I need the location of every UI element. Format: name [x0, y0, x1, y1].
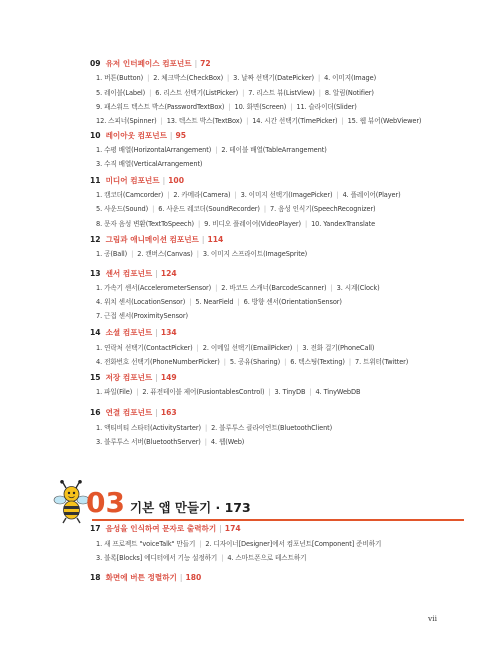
- toc-entry: 3. 이미지 스프라이트(ImageSprite): [202, 250, 308, 258]
- separator: |: [290, 103, 293, 111]
- toc-entry: 12. 스피너(Spinner): [96, 117, 157, 125]
- toc-entry: 2. 이메일 선택기(EmailPicker): [202, 344, 293, 352]
- toc-entry: 6. 텍스팅(Texting): [290, 358, 345, 366]
- section-title: 레이아웃 컴포넌트: [105, 131, 167, 140]
- toc-entry-row: [96, 552, 306, 562]
- toc-entry: 3. 전화 걸기(PhoneCall): [302, 344, 375, 352]
- separator: |: [198, 220, 201, 228]
- separator: |: [194, 59, 198, 68]
- section-number: 15: [90, 373, 101, 382]
- toc-entry-row: [96, 538, 381, 548]
- toc-entry: 9. 비디오 플레이어(VideoPlayer): [204, 220, 301, 228]
- separator: |: [155, 373, 158, 382]
- section-page: 149: [160, 373, 177, 382]
- separator: |: [237, 298, 240, 306]
- separator: |: [196, 250, 199, 258]
- toc-entry-row: [96, 218, 375, 228]
- toc-entry: 10. YandexTranslate: [311, 220, 376, 228]
- section-number: 17: [90, 524, 101, 533]
- separator: |: [309, 388, 312, 396]
- section-title: 음성을 인식하여 문자로 출력하기: [105, 524, 217, 533]
- section-number: 16: [90, 408, 101, 417]
- separator: |: [196, 344, 199, 352]
- toc-entry: 10. 화면(Screen): [234, 103, 287, 111]
- toc-entry: 4. TinyWebDB: [315, 388, 361, 396]
- toc-entry: 4. 스마트폰으로 테스트하기: [227, 554, 307, 562]
- separator: |: [318, 89, 321, 97]
- separator: |: [155, 408, 158, 417]
- toc-entry: 7. 근접 센서(ProximitySensor): [96, 312, 188, 320]
- separator: |: [227, 74, 230, 82]
- toc-entry: 5. 레이블(Label): [96, 89, 146, 97]
- toc-entry: 11. 슬라이더(Slider): [296, 103, 357, 111]
- toc-entry-row: [96, 87, 374, 97]
- separator: |: [336, 191, 339, 199]
- toc-entry-row: [96, 158, 202, 168]
- toc-entry: 2. 퓨전테이블 제어(FusiontablesControl): [142, 388, 265, 396]
- separator: |: [204, 438, 207, 446]
- toc-entry-row: [96, 72, 376, 82]
- section-page: 95: [175, 131, 187, 140]
- toc-entry: 1. 가속기 센서(AccelerometerSensor): [96, 284, 212, 292]
- section-title: 그림과 애니메이션 컴포넌트: [105, 235, 199, 244]
- section-page: 72: [200, 59, 211, 68]
- section-number: 12: [90, 235, 101, 244]
- separator: |: [223, 358, 226, 366]
- toc-entry: 1. 파일(File): [96, 388, 133, 396]
- toc-entry-row: [96, 310, 188, 320]
- separator: |: [131, 250, 134, 258]
- section-number: 18: [90, 573, 101, 582]
- separator: |: [189, 298, 192, 306]
- section-heading: [90, 234, 223, 245]
- chapter-underline: [92, 519, 464, 521]
- toc-entry-row: [96, 282, 380, 292]
- separator: |: [296, 344, 299, 352]
- toc-entry: 6. 사운드 레코더(SoundRecorder): [158, 205, 260, 213]
- section-title: 연결 컴포넌트: [105, 408, 153, 417]
- chapter-number: 03: [86, 486, 125, 519]
- separator: |: [136, 388, 139, 396]
- separator: |: [199, 540, 202, 548]
- separator: |: [215, 284, 218, 292]
- section-page: 180: [185, 573, 202, 582]
- separator: |: [160, 117, 163, 125]
- section-heading: [90, 372, 177, 383]
- section-title: 화면에 버튼 정렬하기: [105, 573, 177, 582]
- toc-entry: 3. TinyDB: [274, 388, 306, 396]
- separator: |: [167, 191, 170, 199]
- separator: |: [268, 388, 271, 396]
- separator: |: [147, 74, 150, 82]
- separator: |: [152, 205, 155, 213]
- toc-entry: 7. 트위터(Twitter): [355, 358, 409, 366]
- separator: |: [341, 117, 344, 125]
- toc-entry: 14. 시간 선택기(TimePicker): [252, 117, 338, 125]
- section-number: 14: [90, 328, 101, 337]
- toc-entry-row: [96, 356, 408, 366]
- toc-entry: 15. 웹 뷰어(WebViewer): [347, 117, 422, 125]
- separator: |: [155, 269, 158, 278]
- toc-entry: 5. NearField: [195, 298, 234, 306]
- toc-entry: 3. 수직 배열(VerticalArrangement): [96, 160, 203, 168]
- separator: |: [215, 146, 218, 154]
- separator: |: [317, 74, 321, 82]
- section-title: 센서 컴포넌트: [105, 269, 153, 278]
- toc-entry: 4. 플레이어(Player): [342, 191, 401, 199]
- section-title: 소셜 컴포넌트: [105, 328, 153, 337]
- section-number: 11: [90, 176, 101, 185]
- separator: |: [169, 131, 173, 140]
- section-heading: [90, 407, 177, 418]
- toc-entry: 1. 공(Ball): [96, 250, 128, 258]
- section-page: 163: [160, 408, 177, 417]
- toc-entry: 4. 이미지(Image): [324, 74, 377, 82]
- toc-entry-row: [96, 101, 357, 111]
- section-number: 13: [90, 269, 101, 278]
- section-heading: [90, 58, 211, 69]
- toc-entry: 2. 테이블 배열(TableArrangement): [221, 146, 327, 154]
- toc-entry: 2. 체크박스(CheckBox): [153, 74, 224, 82]
- toc-entry-row: [96, 422, 332, 432]
- section-heading: [90, 572, 201, 583]
- separator: |: [246, 117, 249, 125]
- toc-entry: 1. 새 프로젝트 "voiceTalk" 만들기: [96, 540, 196, 548]
- toc-entry: 3. 날짜 선택기(DatePicker): [233, 74, 314, 82]
- toc-entry-row: [96, 115, 421, 125]
- toc-entry-row: [96, 189, 401, 199]
- section-title: 저장 컴포넌트: [105, 373, 153, 382]
- separator: |: [155, 328, 158, 337]
- chapter-banner: [52, 480, 412, 530]
- toc-entry: 3. 시계(Clock): [336, 284, 380, 292]
- toc-entry: 1. 액티비티 스타터(ActivityStarter): [96, 424, 201, 432]
- section-page: 124: [160, 269, 177, 278]
- toc-entry: 3. 블루투스 서버(BluetoothServer): [96, 438, 201, 446]
- toc-entry: 9. 패스워드 텍스트 박스(PasswordTextBox): [96, 103, 225, 111]
- section-page: 134: [160, 328, 177, 337]
- section-heading: [90, 130, 186, 141]
- page-number: vii: [428, 614, 438, 623]
- toc-entry: 3. 이미지 선택기(ImagePicker): [240, 191, 333, 199]
- separator: |: [219, 524, 222, 533]
- toc-entry: 6. 방향 센서(OrientationSensor): [243, 298, 342, 306]
- section-title: 미디어 컴포넌트: [105, 176, 160, 185]
- section-title: 유저 인터페이스 컴포넌트: [105, 59, 192, 68]
- toc-entry: 2. 블루투스 클라이언트(BluetoothClient): [211, 424, 333, 432]
- toc-entry: 5. 사운드(Sound): [96, 205, 149, 213]
- separator: |: [263, 205, 267, 213]
- toc-entry: 2. 바코드 스캐너(BarcodeScanner): [221, 284, 327, 292]
- separator: |: [201, 235, 205, 244]
- toc-entry: 8. 문자 음성 변환(TextToSpeech): [96, 220, 195, 228]
- toc-entry: 4. 위치 센서(LocationSensor): [96, 298, 186, 306]
- toc-entry: 4. 웹(Web): [210, 438, 245, 446]
- separator: |: [304, 220, 308, 228]
- separator: |: [284, 358, 287, 366]
- toc-entry-row: [96, 342, 374, 352]
- toc-entry-row: [96, 144, 327, 154]
- chapter-title: 기본 앱 만들기 · 173: [130, 500, 251, 515]
- separator: |: [221, 554, 224, 562]
- separator: |: [149, 89, 152, 97]
- section-number: 09: [90, 59, 101, 68]
- separator: |: [179, 573, 183, 582]
- toc-entry: 2. 디자이너[Designer]에서 컴포넌트[Component] 준비하기: [205, 540, 382, 548]
- separator: |: [228, 103, 231, 111]
- toc-entry-row: [96, 248, 307, 258]
- toc-entry: 1. 캠코더(Camcorder): [96, 191, 164, 199]
- section-page: 114: [207, 235, 224, 244]
- section-heading: [90, 268, 177, 279]
- toc-entry: 4. 전화번호 선택기(PhoneNumberPicker): [96, 358, 220, 366]
- section-page: 174: [224, 524, 241, 533]
- toc-entry: 1. 수평 배열(HorizontalArrangement): [96, 146, 212, 154]
- separator: |: [242, 89, 245, 97]
- toc-entry: 7. 음성 인식기(SpeechRecognizer): [270, 205, 376, 213]
- toc-entry: 6. 리스트 선택기(ListPicker): [155, 89, 239, 97]
- toc-entry: 7. 리스트 뷰(ListView): [248, 89, 315, 97]
- separator: |: [204, 424, 208, 432]
- toc-entry: 2. 카메라(Camera): [173, 191, 231, 199]
- toc-entry-row: [96, 296, 342, 306]
- toc-entry-row: [96, 436, 244, 446]
- toc-entry: 2. 캔버스(Canvas): [137, 250, 193, 258]
- toc-entry: 5. 공유(Sharing): [229, 358, 281, 366]
- toc-entry: 1. 버튼(Button): [96, 74, 144, 82]
- separator: |: [348, 358, 352, 366]
- section-heading: [90, 327, 177, 338]
- section-page: 100: [168, 176, 184, 185]
- separator: |: [162, 176, 166, 185]
- separator: |: [330, 284, 333, 292]
- section-number: 10: [90, 131, 101, 140]
- toc-entry: 1. 연락처 선택기(ContactPicker): [96, 344, 193, 352]
- toc-entry-row: [96, 203, 376, 213]
- toc-entry-row: [96, 386, 360, 396]
- toc-entry: 8. 알림(Notifier): [324, 89, 374, 97]
- separator: |: [234, 191, 237, 199]
- toc-entry: 13. 텍스트 박스(TextBox): [166, 117, 243, 125]
- section-heading: [90, 175, 184, 186]
- toc-entry: 3. 블록[Blocks] 에디터에서 기능 설정하기: [96, 554, 218, 562]
